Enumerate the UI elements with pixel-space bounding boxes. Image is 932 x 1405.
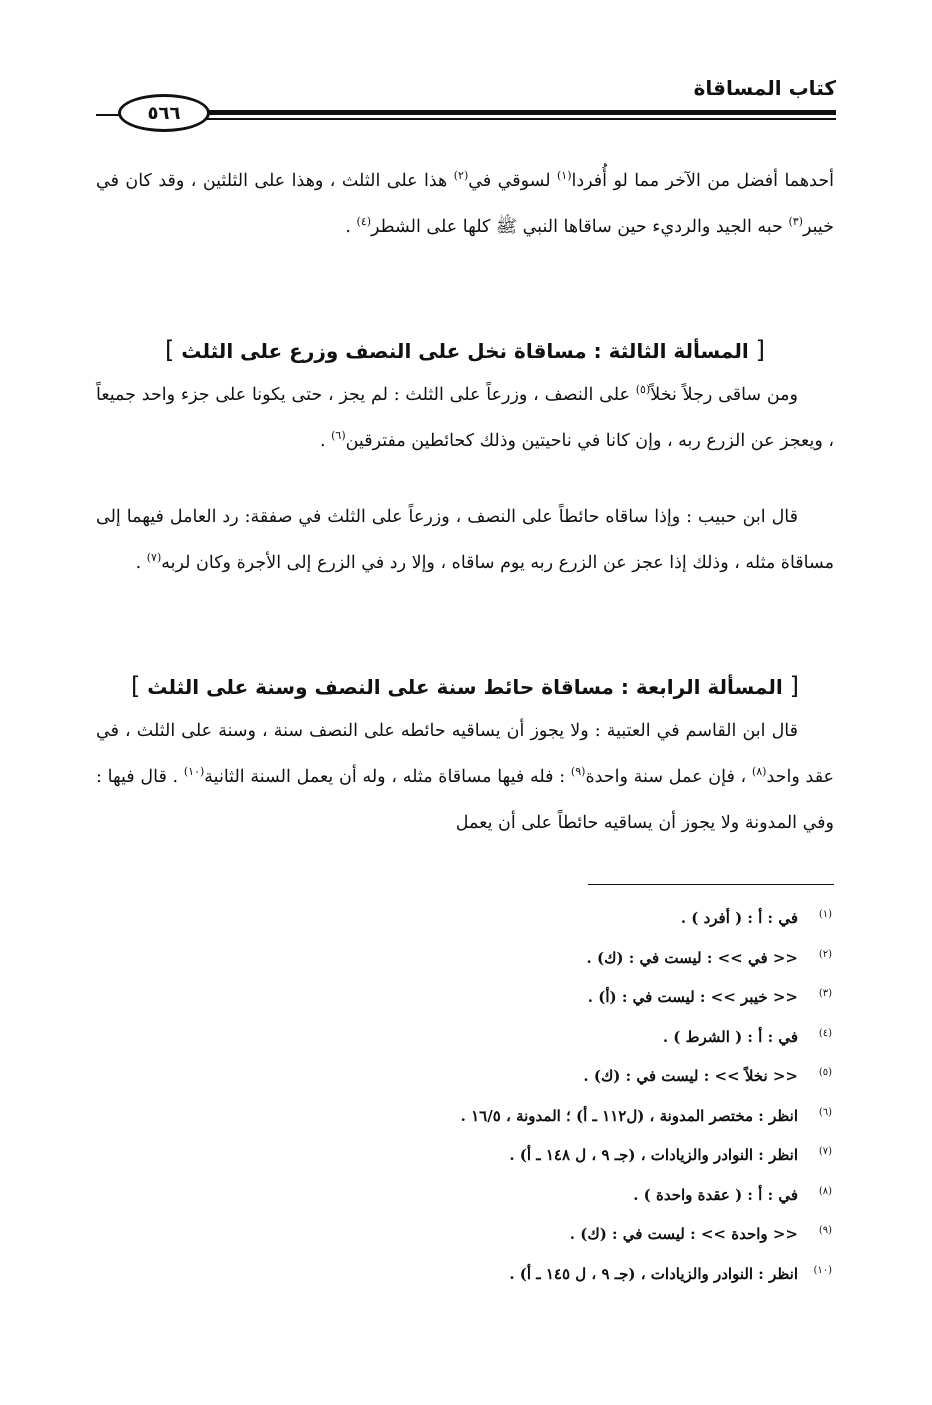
paragraph-2 xyxy=(96,372,834,464)
heading-1-close-bracket: ] xyxy=(164,336,175,364)
header-rule-thick xyxy=(196,110,836,115)
footnote-ref-6: (٦) xyxy=(331,429,346,443)
footnote-text: انظر : مختصر المدونة ، (ل١١٢ ـ أ) ؛ المدونة ، ١٦/٥ . xyxy=(460,1106,798,1125)
footnote-number: (٤) xyxy=(818,1027,832,1039)
paragraph-4-text-a: قال ابن القاسم في العتبية : ولا يجوز أن يساقيه حائطه على النصف سنة ، وسنة على الثلث ، في عقد واحد xyxy=(96,721,835,787)
footnote-item xyxy=(192,1256,832,1296)
running-book-title: كتاب المساقاة xyxy=(693,76,836,100)
footnote-item xyxy=(192,979,832,1019)
footnote-number: (١) xyxy=(818,909,832,920)
paragraph-1-text-c: هذا على الثلث ، وهذا على الثلثين ، وقد كان في خيبر xyxy=(96,171,834,237)
paragraph-1 xyxy=(96,158,834,250)
footnote-text: << في >> : ليست في : (ك) . xyxy=(586,948,798,967)
heading-2-close-bracket: ] xyxy=(130,672,141,700)
footnote-number: (١٠) xyxy=(813,1264,832,1276)
footnote-ref-2: (٢) xyxy=(453,169,469,183)
footnote-text: في : أ : ( الشرط ) . xyxy=(662,1027,798,1046)
footnote-ref-5: (٥) xyxy=(635,383,651,397)
footnote-ref-3: (٣) xyxy=(788,215,803,229)
page-number: ٥٦٦ xyxy=(147,102,181,124)
footnote-item xyxy=(192,900,832,940)
footnote-ref-4: (٤) xyxy=(356,215,372,229)
footnote-text: << واحدة >> : ليست في : (ك) . xyxy=(569,1225,798,1243)
footnote-ref-7: (٧) xyxy=(146,551,162,565)
footnote-number: (٧) xyxy=(818,1146,832,1157)
page-number-oval xyxy=(118,94,210,132)
paragraph-4 xyxy=(96,708,834,846)
footnote-item xyxy=(192,1058,832,1098)
footnote-text: انظر : النوادر والزيادات ، (جـ ٩ ، ل ١٤٨ ـ أ) . xyxy=(509,1146,798,1164)
footnotes-list xyxy=(192,900,832,1295)
paragraph-3 xyxy=(96,494,834,586)
footnote-number: (٩) xyxy=(818,1225,832,1236)
footnote-number: (٣) xyxy=(818,988,832,999)
section-heading-third-issue xyxy=(96,336,834,364)
footnote-number: (٢) xyxy=(818,948,832,960)
footnote-item xyxy=(192,1137,832,1177)
footnote-item xyxy=(192,1177,832,1217)
footnote-item xyxy=(192,1098,832,1138)
section-heading-fourth-issue xyxy=(96,672,834,700)
paragraph-1-text-e: . xyxy=(345,217,357,237)
paragraph-1-text-a: أحدهما أفضل من الآخر مما لو أُفردا xyxy=(571,171,835,191)
footnote-item xyxy=(192,1019,832,1059)
footnote-ref-10: (١٠) xyxy=(183,765,205,779)
footnote-number: (٦) xyxy=(818,1106,832,1118)
page-header xyxy=(96,72,836,132)
heading-1-text: المسألة الثالثة : مساقاة نخل على النصف وزرع على الثلث xyxy=(174,339,756,363)
footnote-ref-9: (٩) xyxy=(570,765,586,779)
paragraph-3-text-b: . xyxy=(135,553,147,573)
paragraph-1-text-b: لسوقي في xyxy=(468,171,557,191)
paragraph-4-text-d: . قال فيها : وفي المدونة ولا يجوز أن يساقيه حائطاً على أن يعمل xyxy=(96,767,834,833)
footnote-ref-8: (٨) xyxy=(751,765,767,779)
footnote-text: << خيبر >> : ليست في : (أ) . xyxy=(587,988,798,1006)
footnote-number: (٥) xyxy=(818,1067,832,1078)
heading-1-open-bracket: [ xyxy=(755,336,766,364)
paragraph-4-text-b: ، فإن عمل سنة واحدة xyxy=(585,767,752,787)
footnote-ref-1: (١) xyxy=(556,169,572,183)
footnote-text: في : أ : ( عقدة واحدة ) . xyxy=(633,1185,798,1204)
footnote-text: انظر : النوادر والزيادات ، (جـ ٩ ، ل ١٤٥ ـ أ) . xyxy=(509,1264,798,1283)
footnote-separator xyxy=(588,884,834,885)
footnote-text: في : أ : ( أفرد ) . xyxy=(680,909,798,927)
heading-2-text: المسألة الرابعة : مساقاة حائط سنة على النصف وسنة على الثلث xyxy=(140,675,790,699)
heading-2-open-bracket: [ xyxy=(789,672,800,700)
paragraph-4-text-c: : فله فيها مساقاة مثله ، وله أن يعمل السنة الثانية xyxy=(204,767,571,787)
footnote-number: (٨) xyxy=(818,1185,832,1197)
footnote-item xyxy=(192,940,832,980)
paragraph-1-text-d: حبه الجيد والرديء حين ساقاها النبي ﷺ كلها على الشطر xyxy=(371,217,789,237)
paragraph-3-text-a: قال ابن حبيب : وإذا ساقاه حائطاً على النصف ، وزرعاً على الثلث في صفقة: رد العامل فيهما إلى مساقاة مثله ، وذلك إذا عجز عن الزرع ربه يوم ساقاه ، وإلا رد في الزرع إلى الأجرة وكان لربه xyxy=(96,507,834,573)
footnote-item xyxy=(192,1216,832,1256)
paragraph-2-text-c: . xyxy=(319,431,332,451)
paragraph-2-text-a: ومن ساقى رجلاً نخلاً xyxy=(650,385,798,405)
header-rule-thin xyxy=(196,118,836,120)
footnote-text: << نخلاً >> : ليست في : (ك) . xyxy=(583,1067,798,1085)
paragraph-2-text-b: على النصف ، وزرعاً على الثلث : لم يجز ، حتى يكونا على جزء واحد جميعاً ، ويعجز عن الزرع ربه ، وإن كانا في ناحيتين وذلك كحائطين مفترقين xyxy=(96,385,834,451)
